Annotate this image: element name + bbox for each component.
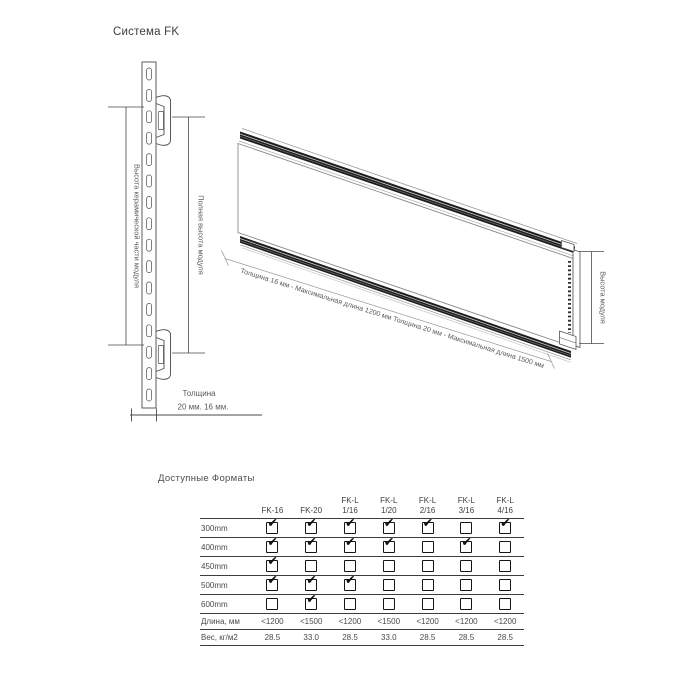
checkbox-unchecked xyxy=(266,598,278,610)
row-label: 450mm xyxy=(201,561,228,571)
value-cell: <1200 xyxy=(455,617,478,626)
column-header: FK-L 2/16 xyxy=(418,496,437,515)
checkbox-unchecked xyxy=(499,541,511,553)
availability-cell xyxy=(408,598,447,610)
formats-header-row xyxy=(200,491,524,519)
checkbox-unchecked xyxy=(460,560,472,572)
label-thickness-values: 20 мм. 16 мм. xyxy=(177,402,229,412)
rail-profile xyxy=(142,62,156,408)
format-size-row xyxy=(200,553,524,576)
checkbox-checked xyxy=(344,534,356,553)
value-cell: 28.5 xyxy=(342,633,358,642)
checkbox-unchecked xyxy=(344,560,356,572)
availability-cell xyxy=(486,598,525,610)
format-size-row xyxy=(200,572,524,595)
availability-cell xyxy=(486,560,525,572)
clip-top xyxy=(156,96,171,146)
value-cell: <1200 xyxy=(416,617,439,626)
checkbox-checked xyxy=(305,591,317,610)
check-icon: ✔ xyxy=(267,553,278,568)
row-label: 600mm xyxy=(201,599,228,609)
column-header: FK-L 1/16 xyxy=(341,496,359,515)
check-icon: ✔ xyxy=(306,515,317,530)
value-cell: <1500 xyxy=(377,617,401,626)
formats-table xyxy=(200,491,524,646)
checkbox-unchecked xyxy=(460,579,472,591)
checkbox-unchecked xyxy=(422,560,434,572)
check-icon: ✔ xyxy=(422,515,434,530)
formats-heading: Доступные Форматы xyxy=(158,473,255,484)
checkbox-checked xyxy=(383,534,395,553)
value-cell: 28.5 xyxy=(497,633,513,642)
value-cell: 33.0 xyxy=(303,633,319,642)
availability-cell xyxy=(331,515,370,534)
checkbox-unchecked xyxy=(499,579,511,591)
checkbox-checked xyxy=(305,515,317,534)
availability-cell xyxy=(253,553,292,572)
format-size-row xyxy=(200,591,524,614)
row-label: Длина, мм xyxy=(201,617,240,626)
checkbox-checked xyxy=(266,534,278,553)
checkbox-checked xyxy=(383,515,395,534)
format-size-row xyxy=(200,515,524,538)
availability-cell xyxy=(447,560,486,572)
availability-cell xyxy=(408,579,447,591)
value-cell: 28.5 xyxy=(458,633,475,642)
checkbox-unchecked xyxy=(344,598,356,610)
availability-cell xyxy=(447,598,486,610)
checkbox-unchecked xyxy=(499,560,511,572)
checkbox-unchecked xyxy=(460,598,472,610)
checkbox-checked xyxy=(422,515,434,534)
checkbox-checked xyxy=(266,572,278,591)
column-header: FK-L 3/16 xyxy=(457,496,476,515)
availability-cell xyxy=(292,591,331,610)
availability-cell xyxy=(447,579,486,591)
label-ceramic-height: Высота керамической части модуля xyxy=(132,164,142,288)
availability-cell xyxy=(331,534,370,553)
checkbox-unchecked xyxy=(383,579,395,591)
availability-cell xyxy=(486,541,525,553)
availability-cell xyxy=(447,534,486,553)
availability-cell xyxy=(486,579,525,591)
value-cell: <1200 xyxy=(493,617,517,626)
checkbox-checked xyxy=(344,572,356,591)
check-icon: ✔ xyxy=(267,534,278,549)
column-header: FK-20 xyxy=(300,506,323,515)
checkbox-unchecked xyxy=(305,560,317,572)
checkbox-checked xyxy=(344,515,356,534)
check-icon: ✔ xyxy=(500,515,511,530)
row-label: 400mm xyxy=(201,542,228,552)
availability-cell xyxy=(369,579,408,591)
availability-cell xyxy=(292,572,331,591)
checkbox-checked xyxy=(266,553,278,572)
checkbox-checked xyxy=(305,534,317,553)
label-thickness: Толщина xyxy=(182,389,216,398)
check-icon: ✔ xyxy=(383,534,395,549)
availability-cell xyxy=(253,515,292,534)
format-value-row xyxy=(200,614,524,630)
check-icon: ✔ xyxy=(267,572,278,587)
availability-cell xyxy=(292,560,331,572)
availability-cell xyxy=(253,572,292,591)
checkbox-unchecked xyxy=(383,560,395,572)
check-icon: ✔ xyxy=(306,534,317,549)
availability-cell xyxy=(331,598,370,610)
availability-cell xyxy=(331,560,370,572)
value-cell: <1200 xyxy=(338,617,362,626)
panel-face xyxy=(238,144,573,348)
label-module-height: Высота модуля xyxy=(598,271,608,324)
label-length-note: Толщина 16 мм - Максимальная длина 1200 мм Толщина 20 мм - Максимальная длина 1500 мм xyxy=(239,267,541,369)
value-cell: <1200 xyxy=(261,617,284,626)
availability-cell xyxy=(486,515,525,534)
check-icon: ✔ xyxy=(306,591,317,606)
availability-cell xyxy=(331,572,370,591)
value-cell: 28.5 xyxy=(264,633,281,642)
checkbox-unchecked xyxy=(422,598,434,610)
availability-cell xyxy=(292,515,331,534)
check-icon: ✔ xyxy=(461,534,472,549)
availability-cell xyxy=(292,534,331,553)
row-label: Вес, кг/м2 xyxy=(201,633,238,642)
check-icon: ✔ xyxy=(383,515,395,530)
checkbox-unchecked xyxy=(383,598,395,610)
format-size-row xyxy=(200,534,524,557)
availability-cell xyxy=(369,560,408,572)
value-cell: 28.5 xyxy=(419,633,436,642)
availability-cell xyxy=(447,522,486,534)
check-icon: ✔ xyxy=(344,572,356,587)
checkbox-unchecked xyxy=(499,598,511,610)
row-label: 300mm xyxy=(201,523,228,533)
availability-cell xyxy=(369,515,408,534)
check-icon: ✔ xyxy=(306,572,317,587)
check-icon: ✔ xyxy=(344,534,356,549)
availability-cell xyxy=(253,598,292,610)
checkbox-checked xyxy=(460,534,472,553)
checkbox-checked xyxy=(499,515,511,534)
column-header: FK-L 1/20 xyxy=(380,496,398,515)
check-icon: ✔ xyxy=(267,515,278,530)
page-title: Система FK xyxy=(113,26,180,38)
checkbox-checked xyxy=(266,515,278,534)
checkbox-unchecked xyxy=(422,579,434,591)
checkbox-unchecked xyxy=(422,541,434,553)
value-cell: <1500 xyxy=(299,617,323,626)
availability-cell xyxy=(369,598,408,610)
availability-cell xyxy=(253,534,292,553)
format-value-row xyxy=(200,630,524,646)
availability-cell xyxy=(408,560,447,572)
availability-cell xyxy=(408,515,447,534)
value-cell: 33.0 xyxy=(381,633,397,642)
column-header: FK-16 xyxy=(261,506,284,515)
availability-cell xyxy=(408,541,447,553)
label-full-height: Полная высота модуля xyxy=(196,195,206,275)
row-label: 500mm xyxy=(201,580,228,590)
check-icon: ✔ xyxy=(344,515,356,530)
column-header: FK-L 4/16 xyxy=(496,496,514,515)
clip-bottom xyxy=(156,330,171,380)
checkbox-checked xyxy=(305,572,317,591)
checkbox-unchecked xyxy=(460,522,472,534)
availability-cell xyxy=(369,534,408,553)
